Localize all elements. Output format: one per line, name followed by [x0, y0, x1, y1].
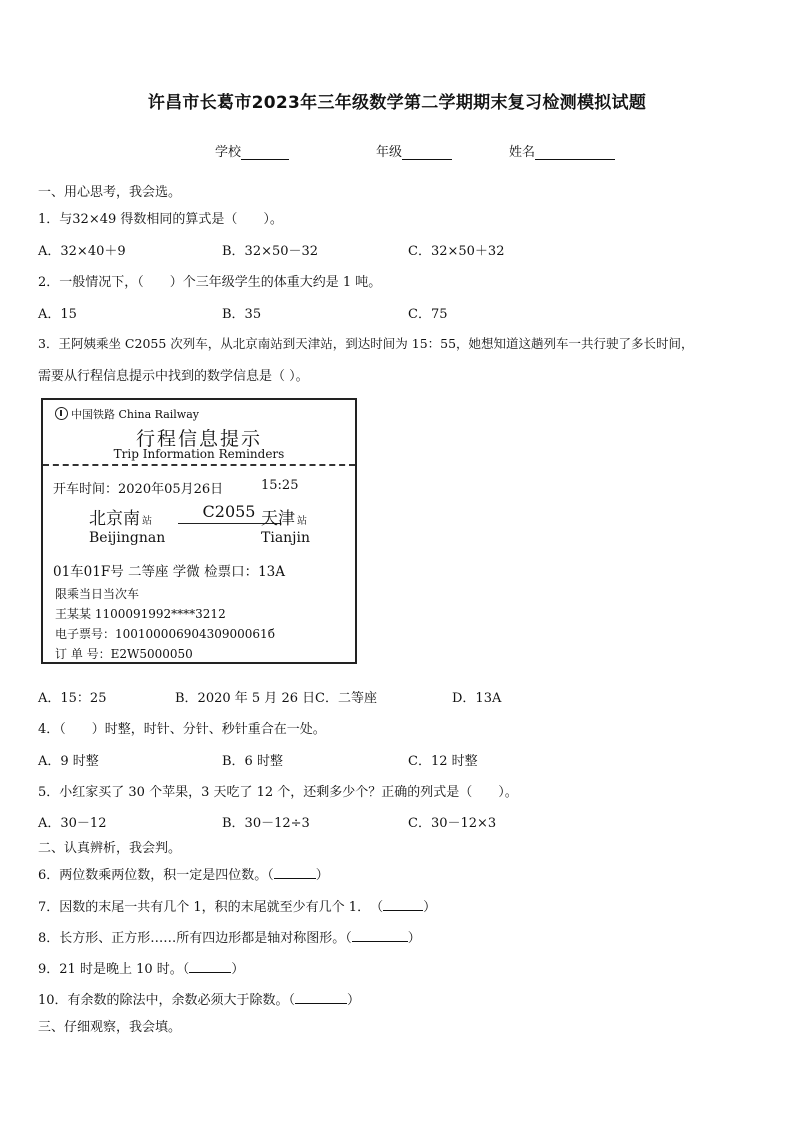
q4-option-b[interactable]: B．6 时整 [222, 754, 283, 769]
q1-option-c[interactable]: C．32×50＋32 [408, 244, 505, 259]
question-7 [38, 896, 436, 915]
grade-label: 年级 [376, 145, 403, 160]
q3-option-b[interactable]: B．2020 年 5 月 26 日 [175, 691, 316, 706]
name-field [509, 141, 615, 160]
section-1-heading: 一、用心思考，我会选。 [38, 185, 182, 200]
q6-text: 6．两位数乘两位数，积一定是四位数。（ [38, 868, 274, 883]
q10-answer-blank[interactable] [295, 991, 347, 1004]
q3-option-d[interactable]: D．13A [452, 691, 502, 706]
q8-close-paren: ） [407, 931, 421, 946]
name-blank[interactable] [535, 145, 615, 160]
question-6 [38, 864, 329, 883]
to-station-suffix: 站 [297, 516, 307, 527]
ticket-brand [55, 406, 199, 422]
railway-logo-icon [55, 407, 68, 420]
ticket-depart-time: 15:25 [261, 478, 299, 493]
q8-answer-blank[interactable] [352, 929, 408, 942]
grade-blank[interactable] [402, 145, 452, 160]
ticket-train-number: C2055 [178, 502, 280, 524]
question-8 [38, 927, 421, 946]
name-label: 姓名 [509, 145, 536, 160]
q9-close-paren: ） [231, 962, 245, 977]
ticket-depart-date: 开车时间：2020年05月26日 [53, 482, 224, 497]
q4-option-c[interactable]: C．12 时整 [408, 754, 478, 769]
ticket-from-station [89, 504, 152, 529]
ticket-brand-text: 中国铁路 China Railway [71, 408, 199, 421]
question-9 [38, 958, 244, 977]
q3-option-c[interactable]: C．二等座 [315, 691, 377, 706]
ticket-to-station [261, 504, 307, 529]
ticket-title: 行程信息提示 [135, 428, 262, 450]
ticket-limit: 限乘当日当次车 [55, 587, 140, 601]
question-1: 1．与32×49 得数相同的算式是（ ）。 [38, 212, 283, 227]
question-4: 4．（ ）时整，时针、分针、秒针重合在一处。 [38, 722, 326, 737]
ticket-order-number: 订 单 号：E2W5000050 [55, 647, 193, 661]
q7-text: 7．因数的末尾一共有几个 1，积的末尾就至少有几个 1． （ [38, 900, 384, 915]
page-title: 许昌市长葛市2023年三年级数学第二学期期末复习检测模拟试题 [147, 93, 647, 113]
q6-close-paren: ） [315, 868, 329, 883]
q2-option-a[interactable]: A．15 [38, 307, 77, 322]
q7-answer-blank[interactable] [383, 898, 423, 911]
question-5: 5．小红家买了 30 个苹果，3 天吃了 12 个，还剩多少个？正确的列式是（ ）。 [38, 785, 518, 800]
grade-field [376, 141, 452, 160]
q1-option-b[interactable]: B．32×50－32 [222, 244, 319, 259]
ticket-eticket-number: 电子票号：10010000690430900061б [55, 627, 275, 641]
question-3-line-2: 需要从行程信息提示中找到的数学信息是（ ）。 [38, 369, 309, 384]
q10-close-paren: ） [347, 993, 361, 1008]
q2-option-c[interactable]: C．75 [408, 307, 448, 322]
ticket-passenger: 王某某 1100091992****3212 [55, 607, 226, 621]
q5-option-a[interactable]: A．30－12 [38, 816, 107, 831]
q4-option-a[interactable]: A．9 时整 [38, 754, 99, 769]
q5-option-c[interactable]: C．30－12×3 [408, 816, 497, 831]
section-3-heading: 三、仔细观察，我会填。 [38, 1020, 182, 1035]
to-station-cn: 天津 [261, 509, 295, 529]
from-station-suffix: 站 [142, 516, 152, 527]
q2-option-b[interactable]: B．35 [222, 307, 262, 322]
q10-text: 10．有余数的除法中，余数必须大于除数。（ [38, 993, 296, 1008]
ticket-divider [43, 464, 355, 466]
school-label: 学校 [215, 145, 242, 160]
q3-option-a[interactable]: A．15：25 [38, 691, 107, 706]
q9-text: 9．21 时是晚上 10 时。（ [38, 962, 190, 977]
q7-close-paren: ） [423, 900, 437, 915]
school-field [215, 141, 289, 160]
q5-option-b[interactable]: B．30－12÷3 [222, 816, 310, 831]
ticket-subtitle: Trip Information Reminders [113, 447, 285, 461]
question-10 [38, 989, 360, 1008]
from-station-cn: 北京南 [89, 509, 140, 529]
section-2-heading: 二、认真辨析，我会判。 [38, 841, 182, 856]
question-3-line-1: 3．王阿姨乘坐 C2055 次列车，从北京南站到天津站，到达时间为 15：55，她想知道这趟列车一共行驶了多长时间， [38, 336, 694, 351]
q1-option-a[interactable]: A．32×40＋9 [38, 244, 126, 259]
question-2: 2．一般情况下，（ ）个三年级学生的体重大约是 1 吨。 [38, 275, 382, 290]
from-station-en: Beijingnan [89, 530, 166, 546]
trip-information-ticket [41, 398, 357, 664]
q8-text: 8．长方形、正方形……所有四边形都是轴对称图形。（ [38, 931, 352, 946]
to-station-en: Tianjin [261, 530, 311, 546]
ticket-seat-line: 01车01F号 二等座 学微 检票口：13A [53, 564, 286, 580]
school-blank[interactable] [241, 145, 289, 160]
q9-answer-blank[interactable] [189, 960, 231, 973]
q6-answer-blank[interactable] [274, 866, 316, 879]
